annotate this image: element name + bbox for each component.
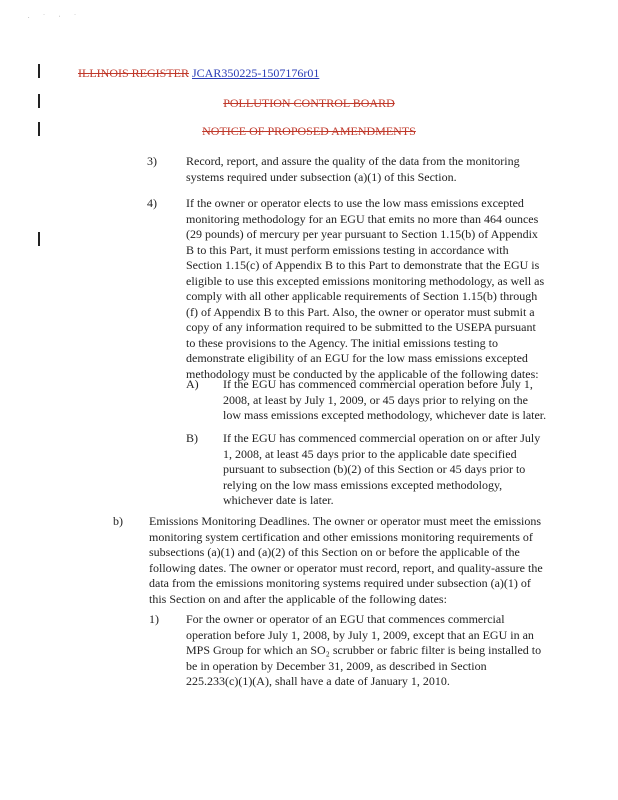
- paragraph-line: this Section on and after the applicable of the following dates:: [149, 591, 447, 606]
- item-label: 4): [147, 196, 157, 210]
- paragraph-line: If the owner or operator elects to use the low mass emissions excepted: [186, 196, 524, 210]
- paragraph-line: If the EGU has commenced commercial operation before July 1,: [223, 377, 533, 391]
- paragraph-3: [186, 154, 520, 185]
- register-header: [78, 66, 319, 81]
- paragraph-line: systems required under subsection (a)(1) of this Section.: [186, 169, 457, 184]
- paragraph-line: Section 1.15(c) of Appendix B to this Part to demonstrate that the EGU is: [186, 258, 540, 272]
- paragraph-line: If the EGU has commenced commercial operation on or after July: [223, 431, 541, 445]
- paragraph-line: pursuant to subsection (b)(2) of this Section or 45 days prior to: [223, 462, 526, 476]
- paragraph-line: whichever date is later.: [223, 493, 334, 507]
- item-label: B): [186, 431, 198, 445]
- paragraph-line: comply with all other applicable requirements of Section 1.15(b) through: [186, 289, 538, 303]
- item-label: 3): [147, 154, 157, 168]
- paragraph-line: demonstrate eligibility of an EGU for the low mass emissions excepted: [186, 351, 528, 365]
- paragraph-line: Emissions Monitoring Deadlines. The owner or operator must meet the emissions: [149, 514, 542, 528]
- paragraph-line: eligible to use this excepted emissions monitoring methodology, as well as: [186, 273, 545, 288]
- paragraph-line: B to this Part, it must perform emissions testing in accordance with: [186, 242, 509, 257]
- item-label: A): [186, 377, 199, 391]
- paragraph-line: monitoring methodology for an EGU that emits no more than 464 ounces: [186, 211, 539, 226]
- scan-specks: . ˙ · ˙: [28, 14, 82, 20]
- paragraph-line: Record, report, and assure the quality of the data from the monitoring: [186, 154, 520, 168]
- paragraph-line: (f) of Appendix B to this Part. Also, the owner or operator must submit a: [186, 304, 535, 319]
- paragraph-line: following dates. The owner or operator must record, report, and quality-assure the: [149, 560, 543, 575]
- paragraph-line: methodology must be conducted by the applicable of the following dates:: [186, 366, 539, 381]
- paragraph-line: For the owner or operator of an EGU that commences commercial: [186, 612, 505, 626]
- paragraph-line: 225.233(c)(1)(A), shall have a date of January 1, 2010.: [186, 674, 450, 688]
- paragraph-1: [186, 612, 541, 690]
- paragraph-4: [186, 196, 544, 382]
- paragraph-line: 1, 2008, at least 45 days prior to the applicable date specified: [223, 446, 517, 461]
- paragraph-line: monitoring system certification and other emissions monitoring requirements of: [149, 529, 533, 544]
- item-label: 1): [149, 612, 159, 626]
- notice-heading: NOTICE OF PROPOSED AMENDMENTS: [202, 124, 416, 138]
- item-label: b): [113, 514, 123, 528]
- register-struck-text: ILLINOIS REGISTER: [78, 66, 189, 80]
- paragraph-line: operation before July 1, 2008, by July 1, 2009, except that an EGU in an: [186, 627, 534, 642]
- register-inserted-text: JCAR350225-1507176r01: [192, 66, 320, 80]
- paragraph-line: copy of any information required to be submitted to the USEPA pursuant: [186, 320, 536, 334]
- change-bar: [38, 64, 40, 78]
- paragraph-line: relying on the low mass emissions excepted methodology,: [223, 477, 503, 492]
- paragraph-deadlines: [149, 514, 543, 607]
- paragraph-line: MPS Group for which an SO₂ scrubber or fabric filter is being installed to: [186, 643, 542, 657]
- paragraph-line: (29 pounds) of mercury per year pursuant to Section 1.15(b) of Appendix: [186, 227, 538, 241]
- paragraph-line: subsections (a)(1) and (a)(2) of this Section on or before the applicable of the: [149, 545, 520, 559]
- paragraph-line: be in operation by December 31, 2009, as described in Section: [186, 658, 487, 673]
- paragraph-line: data from the emissions monitoring systems required under subsection (a)(1) of: [149, 576, 531, 590]
- paragraph-line: to these provisions to the Agency. The initial emissions testing to: [186, 335, 498, 350]
- paragraph-line: 2008, at least by July 1, 2009, or 45 days prior to relying on the: [223, 392, 528, 407]
- board-heading: POLLUTION CONTROL BOARD: [223, 96, 395, 110]
- paragraph-a: [223, 377, 546, 424]
- paragraph-b: [223, 431, 540, 509]
- change-bar: [38, 232, 40, 246]
- paragraph-line: low mass emissions excepted methodology, whichever date is later.: [223, 408, 547, 422]
